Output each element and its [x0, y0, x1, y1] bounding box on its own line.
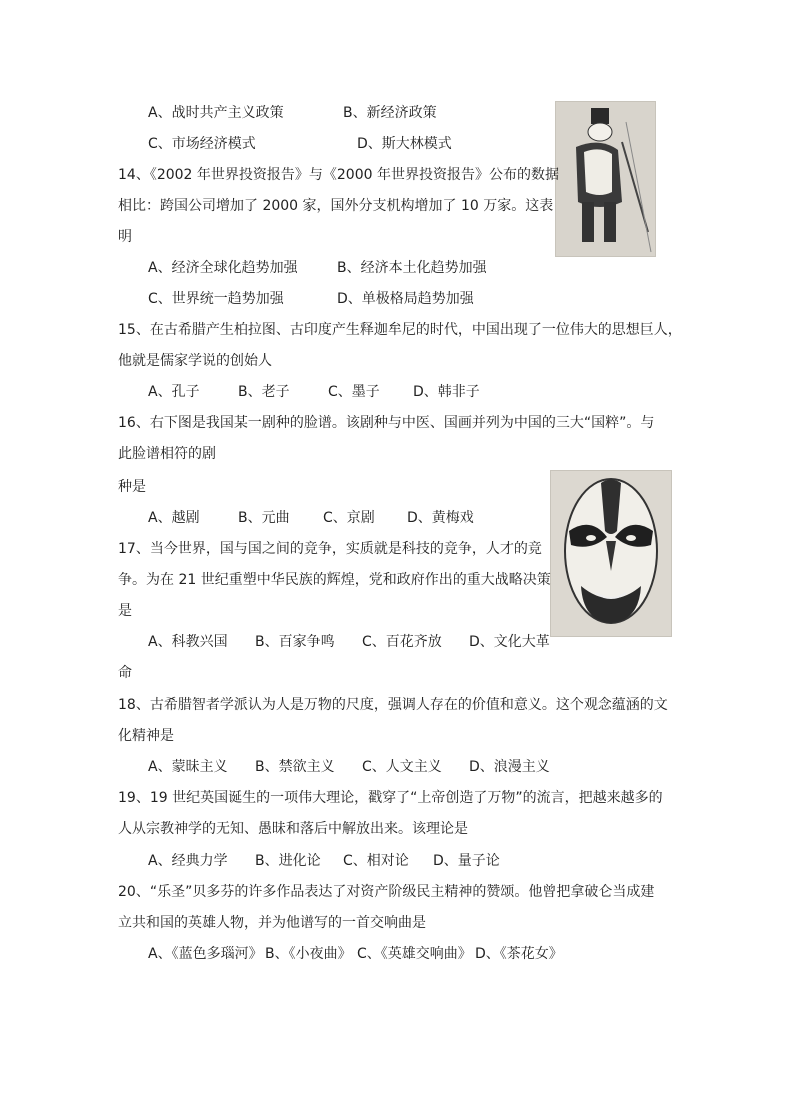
q17-option-d: D、文化大革 — [469, 634, 550, 650]
q15-option-b: B、老子 — [238, 384, 290, 400]
q17-option-b: B、百家争鸣 — [255, 634, 335, 650]
q20-option-b: B、《小夜曲》 — [265, 946, 352, 962]
q13-option-d: D、斯大林模式 — [357, 136, 452, 152]
cartoon-figure-icon — [556, 102, 655, 256]
q13-option-c: C、市场经济模式 — [148, 136, 256, 152]
q16-option-c: C、京剧 — [323, 510, 375, 526]
q19-option-d: D、量子论 — [433, 853, 500, 869]
q16-stem-line-3: 种是 — [118, 479, 146, 495]
q20-stem-line-1: 20、“乐圣”贝多芬的许多作品表达了对资产阶级民主精神的赞颂。他曾把拿破仑当成建 — [118, 884, 655, 900]
q19-option-c: C、相对论 — [343, 853, 409, 869]
q15-option-c: C、墨子 — [328, 384, 380, 400]
q16-stem-line-2: 此脸谱相符的剧 — [118, 446, 216, 462]
q17-option-c: C、百花齐放 — [362, 634, 442, 650]
q19-option-a: A、经典力学 — [148, 853, 228, 869]
opera-mask-illustration — [550, 470, 672, 637]
q13-option-a: A、战时共产主义政策 — [148, 105, 284, 121]
cartoon-illustration — [555, 101, 656, 257]
q18-option-c: C、人文主义 — [362, 759, 442, 775]
q15-option-a: A、孔子 — [148, 384, 200, 400]
q19-option-b: B、进化论 — [255, 853, 321, 869]
q20-option-d: D、《茶花女》 — [475, 946, 563, 962]
q13-option-b: B、新经济政策 — [343, 105, 437, 121]
q20-option-a: A、《蓝色多瑙河》 — [148, 946, 263, 962]
q17-stem-line-3: 是 — [118, 603, 132, 619]
q14-option-d: D、单极格局趋势加强 — [337, 291, 474, 307]
q16-option-b: B、元曲 — [238, 510, 290, 526]
q17-stem-line-2: 争。为在 21 世纪重塑中华民族的辉煌，党和政府作出的重大战略决策 — [118, 572, 551, 588]
q17-stem-line-1: 17、当今世界，国与国之间的竞争，实质就是科技的竞争，人才的竞 — [118, 541, 542, 557]
q19-stem-line-1: 19、19 世纪英国诞生的一项伟大理论，戳穿了“上帝创造了万物”的流言，把越来越多的 — [118, 790, 663, 806]
opera-mask-icon — [551, 471, 671, 636]
q14-stem-line-2: 相比：跨国公司增加了 2000 家，国外分支机构增加了 10 万家。这表 — [118, 198, 554, 214]
q18-option-d: D、浪漫主义 — [469, 759, 550, 775]
q19-stem-line-2: 人从宗教神学的无知、愚昧和落后中解放出来。该理论是 — [118, 821, 468, 837]
q16-option-d: D、黄梅戏 — [407, 510, 474, 526]
q14-option-b: B、经济本土化趋势加强 — [337, 260, 487, 276]
q20-option-c: C、《英雄交响曲》 — [357, 946, 472, 962]
q16-stem-line-1: 16、右下图是我国某一剧种的脸谱。该剧种与中医、国画并列为中国的三大“国粹”。与 — [118, 415, 655, 431]
q16-option-a: A、越剧 — [148, 510, 200, 526]
q14-stem-line-1: 14、《2002 年世界投资报告》与《2000 年世界投资报告》公布的数据 — [118, 167, 559, 183]
q18-option-a: A、蒙昧主义 — [148, 759, 228, 775]
q14-option-c: C、世界统一趋势加强 — [148, 291, 284, 307]
q18-option-b: B、禁欲主义 — [255, 759, 335, 775]
q20-stem-line-2: 立共和国的英雄人物，并为他谱写的一首交响曲是 — [118, 915, 426, 931]
q17-option-a: A、科教兴国 — [148, 634, 228, 650]
q15-stem-line-1: 15、在古希腊产生柏拉图、古印度产生释迦牟尼的时代，中国出现了一位伟大的思想巨人， — [118, 322, 682, 338]
q17-option-d-wrap: 命 — [118, 665, 132, 681]
q15-option-d: D、韩非子 — [413, 384, 480, 400]
q15-stem-line-2: 他就是儒家学说的创始人 — [118, 353, 272, 369]
q14-stem-line-3: 明 — [118, 229, 132, 245]
q18-stem-line-1: 18、古希腊智者学派认为人是万物的尺度，强调人存在的价值和意义。这个观念蕴涵的文 — [118, 697, 668, 713]
q18-stem-line-2: 化精神是 — [118, 728, 174, 744]
q14-option-a: A、经济全球化趋势加强 — [148, 260, 298, 276]
